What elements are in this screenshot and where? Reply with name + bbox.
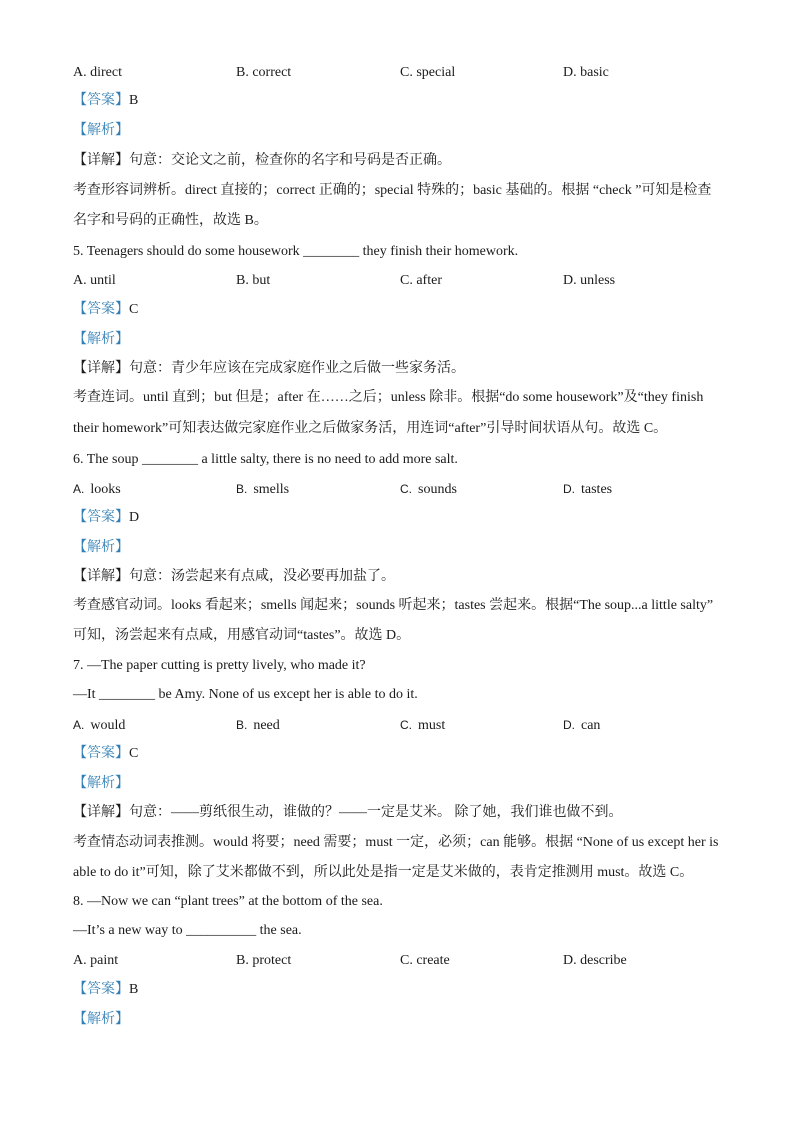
answer-tag: 【答案】 [73, 510, 129, 525]
detail-tag: 【详解】 [73, 153, 129, 168]
q5-option-a: A. until [73, 273, 116, 288]
q4-option-d: D. basic [563, 65, 609, 80]
q4-detail [73, 152, 740, 170]
answer-tag: 【答案】 [73, 746, 129, 761]
q5-detail [73, 360, 740, 378]
analysis-tag: 【解析】 [73, 540, 129, 555]
answer-value: B [129, 982, 139, 997]
option-letter: A. [73, 718, 85, 732]
q8-option-c: C. create [400, 953, 450, 968]
q6-detail [73, 568, 740, 586]
q4-analysis-tag [73, 122, 740, 140]
q8-option-a: A. paint [73, 953, 119, 968]
option-letter: B. [236, 482, 248, 496]
q8-analysis-tag [73, 1011, 740, 1029]
q8-question-line-2: —It’s a new way to __________ the sea. [73, 923, 302, 938]
q7-analysis-tag [73, 775, 740, 793]
q4-option-b: B. correct [236, 65, 292, 80]
q6-option-d [563, 480, 612, 499]
q6-analysis-tag [73, 539, 740, 557]
q7-question-line-2: —It ________ be Amy. None of us except her is able to do it. [73, 687, 418, 702]
q4-answer [73, 92, 740, 110]
q5-option-c: C. after [400, 273, 442, 288]
q5-option-b: B. but [236, 273, 271, 288]
analysis-tag: 【解析】 [73, 123, 129, 138]
option-letter: D. [563, 718, 575, 732]
q6-explain-line-1: 考查感官动词。looks 看起来；smells 闻起来；sounds 听起来；tastes 尝起来。根据“The soup...a little salty” [73, 598, 714, 613]
detail-text: 句意：交论文之前，检查你的名字和号码是否正确。 [129, 153, 451, 168]
option-text: would [90, 718, 126, 733]
q6-answer [73, 509, 740, 527]
q5-answer [73, 301, 740, 319]
option-text: need [253, 718, 280, 733]
option-text: must [418, 718, 446, 733]
option-letter: C. [400, 482, 412, 496]
q5-explain-line-2: their homework”可知表达做完家庭作业之后做家务活，用连词“after”引导时间状语从句。故选 C。 [73, 421, 668, 436]
answer-value: B [129, 93, 139, 108]
q7-explain-line-1: 考查情态动词表推测。would 将要；need 需要；must 一定，必须；can 能够。根据 “None of us except her is [73, 835, 719, 850]
q5-option-d: D. unless [563, 273, 616, 288]
q7-option-a [73, 716, 125, 735]
q7-option-b [236, 716, 280, 735]
q5-explain-line-1: 考查连词。until 直到；but 但是；after 在……之后；unless 除非。根据“do some housework”及“they finish [73, 390, 704, 405]
q5-analysis-tag [73, 331, 740, 349]
detail-text: 句意：——剪纸很生动，谁做的？——一定是艾米。 除了她，我们谁也做不到。 [129, 805, 623, 820]
answer-tag: 【答案】 [73, 302, 129, 317]
option-letter: D. [563, 482, 575, 496]
q6-option-a [73, 480, 121, 499]
answer-value: C [129, 746, 139, 761]
q7-detail [73, 804, 740, 822]
q8-answer [73, 981, 740, 999]
option-text: smells [253, 482, 290, 497]
q6-option-c [400, 480, 457, 499]
q4-explain-line-2: 名字和号码的正确性，故选 B。 [73, 213, 268, 228]
q5-question: 5. Teenagers should do some housework ________ they finish their homework. [73, 244, 519, 259]
detail-text: 句意：青少年应该在完成家庭作业之后做一些家务活。 [129, 361, 465, 376]
analysis-tag: 【解析】 [73, 776, 129, 791]
q8-option-b: B. protect [236, 953, 292, 968]
q4-option-a: A. direct [73, 65, 122, 80]
option-letter: B. [236, 718, 248, 732]
option-letter: C. [400, 718, 412, 732]
detail-text: 句意：汤尝起来有点咸，没必要再加盐了。 [129, 569, 395, 584]
answer-tag: 【答案】 [73, 93, 129, 108]
q7-option-d [563, 716, 600, 735]
answer-value: C [129, 302, 139, 317]
option-text: sounds [418, 482, 457, 497]
q6-question: 6. The soup ________ a little salty, there is no need to add more salt. [73, 452, 458, 467]
option-text: tastes [581, 482, 613, 497]
analysis-tag: 【解析】 [73, 332, 129, 347]
q6-explain-line-2: 可知，汤尝起来有点咸，用感官动词“tastes”。故选 D。 [73, 628, 411, 643]
q7-question-line-1: 7. —The paper cutting is pretty lively, who made it? [73, 658, 366, 673]
option-letter: A. [73, 482, 85, 496]
q4-explain-line-1: 考查形容词辨析。direct 直接的；correct 正确的；special 特殊的；basic 基础的。根据 “check ”可知是检查 [73, 183, 712, 198]
option-text: can [581, 718, 601, 733]
q4-option-c: C. special [400, 65, 456, 80]
answer-tag: 【答案】 [73, 982, 129, 997]
q7-option-c [400, 716, 445, 735]
answer-value: D [129, 510, 140, 525]
analysis-tag: 【解析】 [73, 1012, 129, 1027]
q8-question-line-1: 8. —Now we can “plant trees” at the bottom of the sea. [73, 894, 383, 909]
q7-answer [73, 745, 740, 763]
option-text: looks [90, 482, 121, 497]
detail-tag: 【详解】 [73, 805, 129, 820]
detail-tag: 【详解】 [73, 361, 129, 376]
q7-explain-line-2: able to do it”可知，除了艾米都做不到，所以此处是指一定是艾米做的，表肯定推测用 must。故选 C。 [73, 865, 694, 880]
q8-option-d: D. describe [563, 953, 627, 968]
q6-option-b [236, 480, 289, 499]
detail-tag: 【详解】 [73, 569, 129, 584]
